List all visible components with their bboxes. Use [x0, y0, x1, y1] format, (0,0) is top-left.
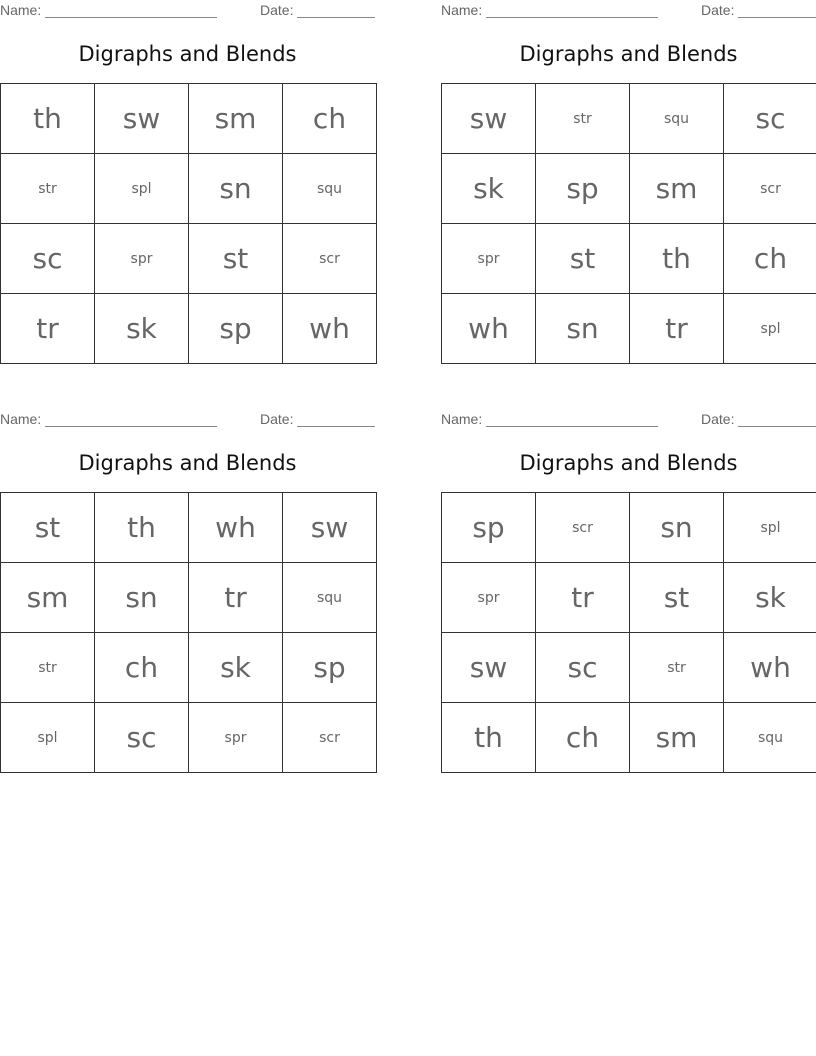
name-label: Name:: [0, 411, 42, 427]
grid-cell: sk: [95, 294, 189, 364]
grid-row: [1, 703, 377, 773]
grid-row: [442, 294, 816, 364]
grid-cell: th: [95, 493, 189, 563]
grid-cell: squ: [630, 84, 724, 154]
grid-cell: wh: [283, 294, 377, 364]
grid-cell: tr: [630, 294, 724, 364]
grid-cell: sc: [724, 84, 816, 154]
grid-cell: tr: [189, 563, 283, 633]
grid-cell: str: [1, 633, 95, 703]
grid-cell: str: [1, 154, 95, 224]
grid-cell: sc: [1, 224, 95, 294]
grid-row: [1, 294, 377, 364]
grid-cell: sp: [442, 493, 536, 563]
grid-cell: spl: [95, 154, 189, 224]
grid-row: [1, 224, 377, 294]
grid-cell: spr: [189, 703, 283, 773]
grid-cell: sm: [630, 703, 724, 773]
grid-cell: sw: [283, 493, 377, 563]
grid-cell: sn: [630, 493, 724, 563]
grid-cell: sm: [189, 84, 283, 154]
grid-cell: scr: [536, 493, 630, 563]
grid-cell: th: [630, 224, 724, 294]
grid-row: [442, 703, 816, 773]
grid-cell: squ: [283, 154, 377, 224]
date-label: Date:: [260, 2, 294, 18]
grid-cell: th: [1, 84, 95, 154]
grid-cell: sc: [95, 703, 189, 773]
grid-cell: scr: [724, 154, 816, 224]
grid-row: [1, 154, 377, 224]
grid-cell: scr: [283, 703, 377, 773]
date-line: [297, 2, 375, 18]
name-line: [45, 2, 217, 18]
grid-row: [1, 563, 377, 633]
grid-row: [442, 633, 816, 703]
card-header: [0, 0, 375, 20]
grid-cell: tr: [1, 294, 95, 364]
grid-cell: sm: [630, 154, 724, 224]
grid-cell: spr: [95, 224, 189, 294]
bingo-grid: [0, 492, 377, 773]
name-label: Name:: [441, 411, 483, 427]
name-label: Name:: [441, 2, 483, 18]
bingo-card: [441, 0, 816, 345]
grid-cell: st: [536, 224, 630, 294]
grid-cell: sw: [95, 84, 189, 154]
date-line: [297, 411, 375, 427]
grid-cell: sn: [536, 294, 630, 364]
grid-cell: sn: [95, 563, 189, 633]
grid-row: [442, 493, 816, 563]
grid-cell: spr: [442, 224, 536, 294]
grid-cell: sk: [189, 633, 283, 703]
date-label: Date:: [701, 411, 735, 427]
grid-cell: tr: [536, 563, 630, 633]
date-line: [738, 2, 816, 18]
card-header: [441, 409, 816, 429]
bingo-card: [441, 409, 816, 754]
bingo-card: [0, 0, 375, 345]
grid-cell: spl: [724, 294, 816, 364]
grid-cell: squ: [283, 563, 377, 633]
name-line: [45, 411, 217, 427]
grid-cell: sw: [442, 633, 536, 703]
grid-cell: sm: [1, 563, 95, 633]
grid-cell: st: [630, 563, 724, 633]
grid-cell: scr: [283, 224, 377, 294]
grid-cell: squ: [724, 703, 816, 773]
name-label: Name:: [0, 2, 42, 18]
grid-cell: spl: [724, 493, 816, 563]
grid-row: [1, 84, 377, 154]
grid-row: [1, 633, 377, 703]
grid-cell: sc: [536, 633, 630, 703]
grid-cell: spr: [442, 563, 536, 633]
grid-cell: ch: [536, 703, 630, 773]
name-line: [486, 2, 658, 18]
card-header: [441, 0, 816, 20]
name-line: [486, 411, 658, 427]
card-title: Digraphs and Blends: [519, 451, 738, 475]
grid-cell: spl: [1, 703, 95, 773]
grid-cell: sp: [189, 294, 283, 364]
grid-cell: sp: [283, 633, 377, 703]
date-label: Date:: [260, 411, 294, 427]
grid-cell: sw: [442, 84, 536, 154]
bingo-grid: [0, 83, 377, 364]
grid-cell: wh: [724, 633, 816, 703]
card-title: Digraphs and Blends: [519, 42, 738, 66]
grid-cell: th: [442, 703, 536, 773]
grid-row: [442, 84, 816, 154]
grid-cell: st: [1, 493, 95, 563]
grid-cell: str: [630, 633, 724, 703]
card-title: Digraphs and Blends: [78, 42, 297, 66]
grid-row: [1, 493, 377, 563]
bingo-card: [0, 409, 375, 754]
grid-row: [442, 563, 816, 633]
grid-cell: st: [189, 224, 283, 294]
grid-row: [442, 224, 816, 294]
card-header: [0, 409, 375, 429]
date-line: [738, 411, 816, 427]
grid-cell: sp: [536, 154, 630, 224]
bingo-grid: [441, 492, 816, 773]
grid-cell: sk: [442, 154, 536, 224]
card-title: Digraphs and Blends: [78, 451, 297, 475]
grid-row: [442, 154, 816, 224]
grid-cell: wh: [442, 294, 536, 364]
date-label: Date:: [701, 2, 735, 18]
grid-cell: sk: [724, 563, 816, 633]
grid-cell: ch: [283, 84, 377, 154]
grid-cell: ch: [95, 633, 189, 703]
grid-cell: sn: [189, 154, 283, 224]
grid-cell: str: [536, 84, 630, 154]
grid-cell: ch: [724, 224, 816, 294]
bingo-grid: [441, 83, 816, 364]
grid-cell: wh: [189, 493, 283, 563]
